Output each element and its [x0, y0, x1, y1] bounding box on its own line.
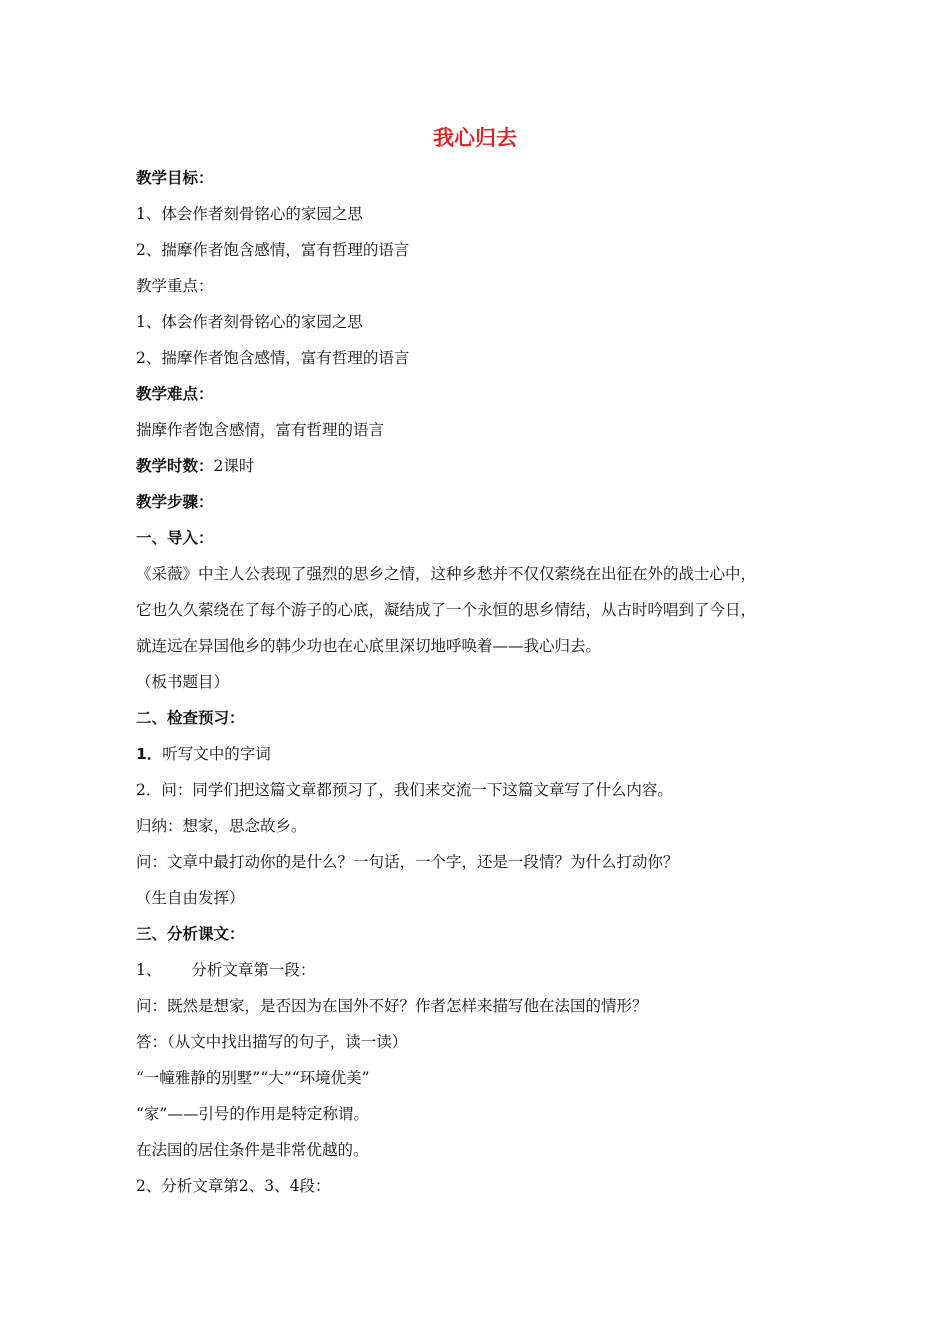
free-discussion-note: （生自由发挥） [136, 889, 245, 907]
analysis-paragraphs-2-4: 2、分析文章第2、3、4段： [136, 1177, 331, 1195]
teaching-time-value: 2课时 [213, 457, 255, 475]
answer-read: 答：（从文中找出描写的句子，读一读） [136, 1033, 408, 1051]
intro-paragraph-line-2: 它也久久萦绕在了每个游子的心底，凝结成了一个永恒的思乡情结，从古时吟唱到了今日， [136, 601, 757, 619]
question-content: 2．问：同学们把这篇文章都预习了，我们来交流一下这篇文章写了什么内容。 [136, 781, 673, 799]
heading-objectives: 教学目标： [136, 169, 214, 187]
document-body [136, 160, 816, 1204]
dictation-text: 听写文中的字词 [162, 745, 271, 763]
key-point-1: 1、体会作者刻骨铭心的家园之思 [136, 313, 363, 331]
dictation-item [136, 736, 816, 772]
objective-1: 1、体会作者刻骨铭心的家园之思 [136, 205, 363, 223]
teaching-time-label: 教学时数： [136, 457, 214, 475]
board-title-note: （板书题目） [136, 673, 230, 691]
heading-preview-check: 二、检查预习： [136, 709, 245, 727]
intro-paragraph-line-3: 就连远在异国他乡的韩少功也在心底里深切地呼唤着——我心归去。 [136, 637, 602, 655]
objective-2: 2、揣摩作者饱含感情，富有哲理的语言 [136, 241, 410, 259]
document-title: 我心归去 [433, 126, 517, 150]
intro-paragraph-line-1: 《采薇》中主人公表现了强烈的思乡之情，这种乡愁并不仅仅萦绕在出征在外的战士心中， [136, 565, 757, 583]
heading-key-points: 教学重点： [136, 277, 214, 295]
question-abroad: 问：既然是想家，是否因为在国外不好？作者怎样来描写他在法国的情形？ [136, 997, 648, 1015]
heading-difficulties: 教学难点： [136, 385, 214, 403]
teaching-time [136, 448, 816, 484]
living-conditions: 在法国的居住条件是非常优越的。 [136, 1141, 369, 1159]
heading-steps: 教学步骤： [136, 493, 214, 511]
heading-introduction: 一、导入： [136, 529, 214, 547]
analysis-text: 分析文章第一段： [191, 961, 316, 979]
summary-content: 归纳：想家，思念故乡。 [136, 817, 307, 835]
question-touching: 问：文章中最打动你的是什么？一句话，一个字，还是一段情？为什么打动你？ [136, 853, 679, 871]
heading-text-analysis: 三、分析课文： [136, 925, 245, 943]
key-point-2: 2、揣摩作者饱含感情，富有哲理的语言 [136, 349, 410, 367]
analysis-number: 1、 [136, 961, 162, 979]
dictation-number: 1． [136, 745, 163, 763]
difficulty-1: 揣摩作者饱含感情，富有哲理的语言 [136, 421, 385, 439]
quote-home: “家”——引号的作用是特定称谓。 [136, 1105, 369, 1123]
quote-villa: “一幢雅静的别墅”“大”“环境优美” [136, 1069, 370, 1087]
analysis-paragraph-1 [136, 952, 816, 988]
